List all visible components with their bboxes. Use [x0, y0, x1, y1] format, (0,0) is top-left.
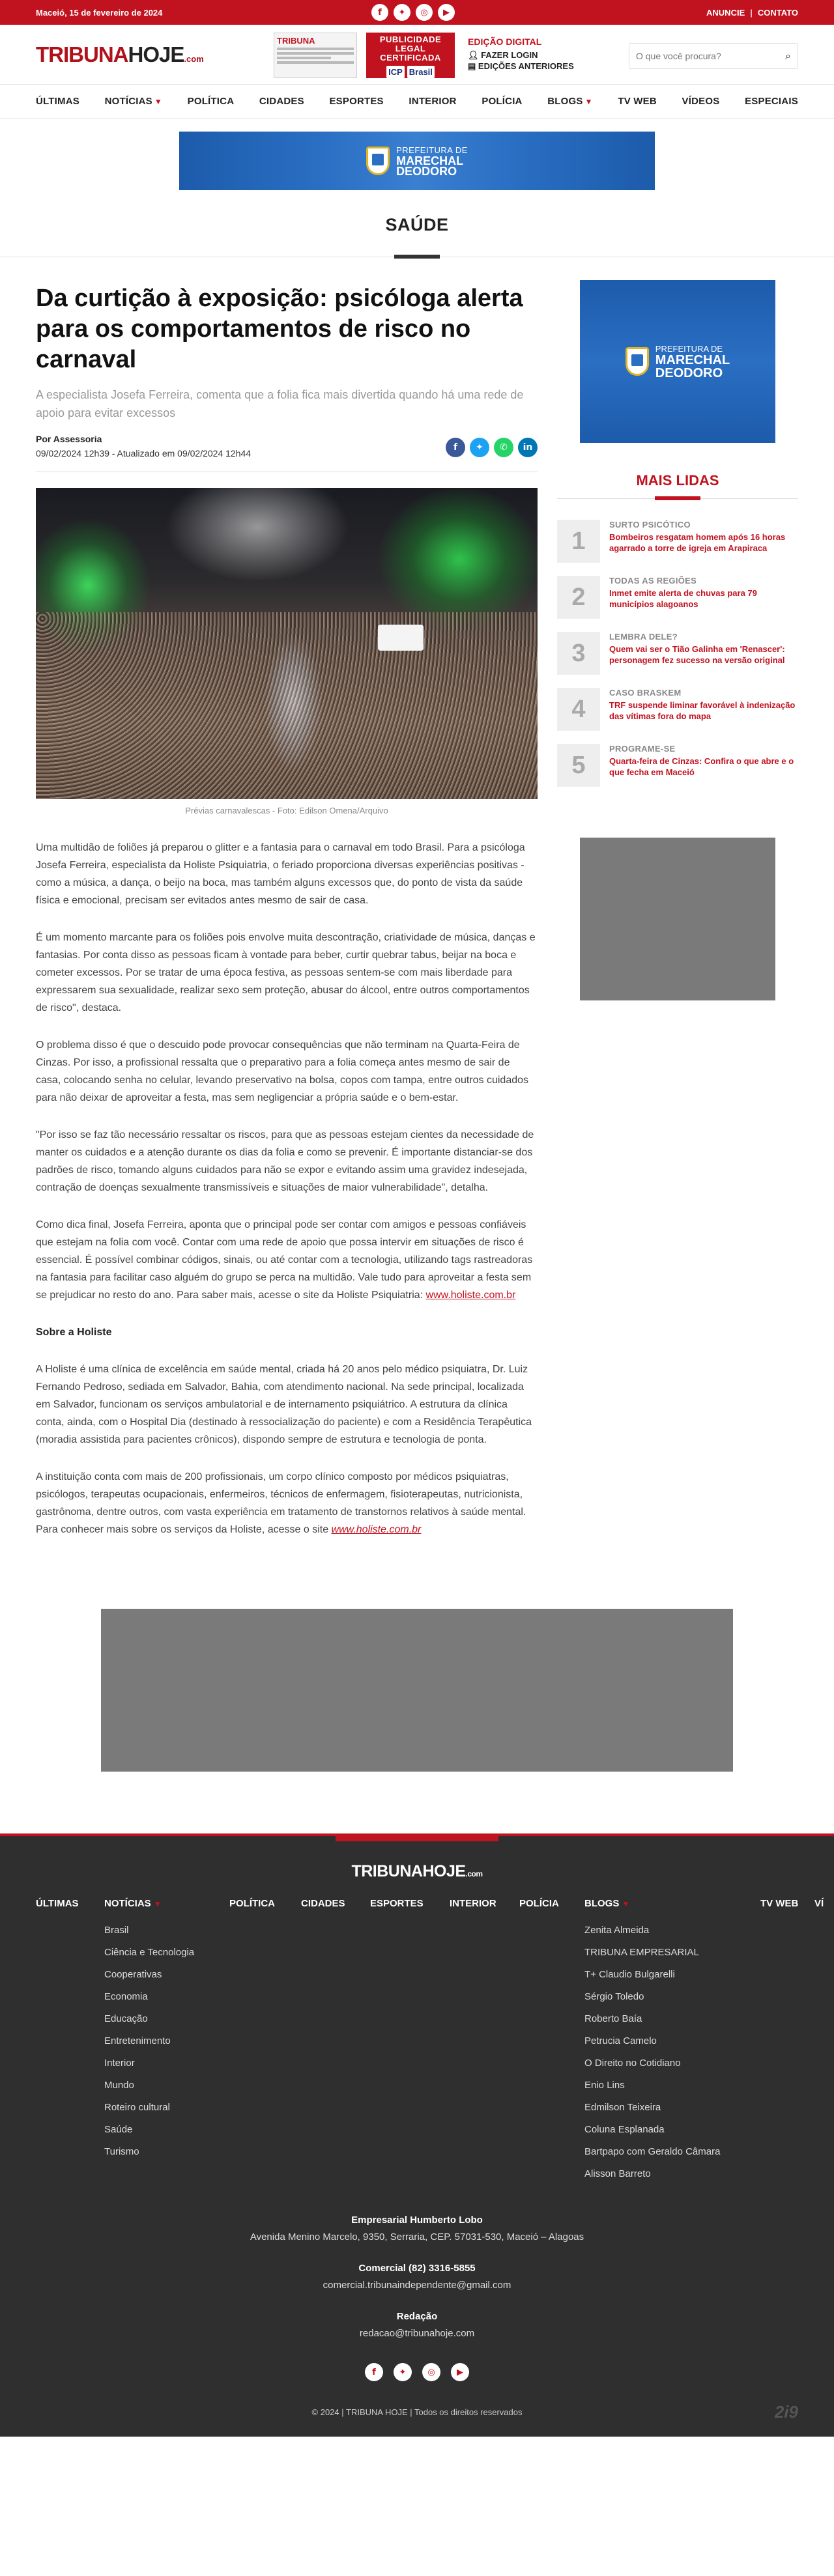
search-box [629, 43, 798, 69]
publicidade-label: PUBLICIDADE LEGAL CERTIFICADA [379, 35, 442, 63]
nav-cidades[interactable]: CIDADES [259, 96, 304, 107]
nav-esportes[interactable]: ESPORTES [329, 96, 384, 107]
submenu-item[interactable]: Ciência e Tecnologia [104, 1947, 195, 1958]
submenu-item[interactable]: Interior [104, 2058, 135, 2069]
footer-nav-interior[interactable]: INTERIOR [450, 1898, 496, 1909]
ad-line1: PREFEITURA DE [655, 343, 723, 354]
footer-nav-noticias[interactable]: NOTÍCIAS ▼ [104, 1898, 162, 1909]
redacao-title: Redação [396, 2311, 438, 2322]
footer-nav-politica[interactable]: POLÍTICA [229, 1898, 275, 1909]
paragraph: A instituição conta com mais de 200 profissionais, um corpo clínico composto por médicos psiquiatras, psicólogos, terapeutas ocupacionais, enfermeiros, técnicos de enfermagem, fisioterapeutas, nutricionista, gastrônoma, dentre outros, com vasta experiência em tratamento de transtornos relativos à saúde mental. Para conhecer mais sobre os serviços da Holiste, acesse o site www.holiste.com.br [36, 1471, 526, 1535]
rank-number: 1 [557, 520, 600, 563]
anuncie-link[interactable]: ANUNCIE [706, 7, 745, 18]
list-item[interactable] [557, 576, 798, 619]
submenu-item[interactable]: Petrucia Camelo [584, 2035, 657, 2046]
subheading: Sobre a Holiste [36, 1327, 112, 1338]
footer-logo[interactable]: TRIBUNAHOJE.com [351, 1862, 483, 1880]
submenu-item[interactable]: O Direito no Cotidiano [584, 2058, 681, 2069]
paragraph: A Holiste é uma clínica de excelência em saúde mental, criada há 20 anos pelo médico psiquiatra, Dr. Luiz Fernando Pedroso, sediada em Salvador, Bahia, com atendimento nacional. Na sede principal, localizada em Salvador, funcionam os serviços ambulatorial e de internamento psiquiátrico. A estrutura da clínica conta, ainda, com o Hospital Dia (destinado à ressocialização do paciente) e com a Residência Terapêutica (moradia assistida para pacientes crônicos), dispondo sempre de estrutura e tecnologia de ponta. [36, 1364, 532, 1445]
chevron-down-icon: ▼ [154, 97, 162, 106]
newspaper-thumbnail[interactable] [274, 33, 357, 78]
submenu-item[interactable]: Economia [104, 1991, 148, 2002]
banner-line3: DEODORO [396, 165, 457, 178]
newspaper-icon: ▤ [468, 61, 478, 71]
article-author: Por Assessoria [36, 434, 102, 444]
section-header [0, 190, 834, 257]
submenu-item[interactable]: Alisson Barreto [584, 2168, 651, 2179]
chevron-down-icon: ▼ [584, 97, 593, 106]
section-title: SAÚDE [385, 215, 449, 234]
share-whatsapp-icon[interactable]: ✆ [494, 438, 513, 457]
submenu-item[interactable]: Zenita Almeida [584, 1925, 650, 1936]
youtube-icon[interactable]: ▶ [451, 2363, 469, 2381]
paragraph: "Por isso se faz tão necessário ressaltar os riscos, para que as pessoas estejam cientes da necessidade de manter os cuidados e a atenção durante os dias da folia e como se prevenir. É importante distanciar-se dos padrões de risco, tomando alguns cuidados para não se expor e evitando assim uma gravidez indesejada, contração de doenças sexualmente transmissíveis e situações de maior vulnerabilidade", detalha. [36, 1129, 534, 1193]
ad-line2: MARECHAL [655, 352, 730, 367]
share-facebook-icon[interactable]: f [446, 438, 465, 457]
article-photo [36, 488, 538, 799]
nav-videos[interactable]: VÍDEOS [682, 96, 720, 107]
noticias-submenu [104, 1919, 194, 2163]
list-item[interactable] [557, 744, 798, 787]
nav-especiais[interactable]: ESPECIAIS [745, 96, 798, 107]
footer-nav-videos[interactable]: VÍ [814, 1898, 824, 1909]
share-linkedin-icon[interactable]: in [518, 438, 538, 457]
footer-nav-ultimas[interactable]: ÚLTIMAS [36, 1898, 79, 1909]
footer-bottom [0, 2402, 834, 2422]
submenu-item[interactable]: T+ Claudio Bulgarelli [584, 1969, 675, 1980]
submenu-item[interactable]: Educação [104, 2013, 148, 2024]
nav-interior[interactable]: INTERIOR [409, 96, 457, 107]
footer-nav-tv-web[interactable]: TV WEB [760, 1898, 799, 1909]
address-title: Empresarial Humberto Lobo [351, 2215, 483, 2226]
item-title: TRF suspende liminar favorável à indenização das vítimas fora do mapa [609, 700, 796, 721]
social-links [371, 4, 455, 21]
site-footer [0, 1833, 834, 2437]
top-links [706, 8, 798, 18]
rank-number: 4 [557, 688, 600, 731]
submenu-item[interactable]: TRIBUNA EMPRESARIAL [584, 1947, 699, 1958]
rank-number: 5 [557, 744, 600, 787]
item-title: Inmet emite alerta de chuvas para 79 municípios alagoanos [609, 588, 757, 609]
top-bar [0, 0, 834, 25]
address: Avenida Menino Marcelo, 9350, Serraria, CEP. 57031-530, Maceió – Alagoas [250, 2231, 584, 2243]
nav-policia[interactable]: POLÍCIA [482, 96, 523, 107]
mais-lidas-header [557, 472, 798, 499]
article-dates: 09/02/2024 12h39 - Atualizado em 09/02/2024 12h44 [36, 448, 252, 459]
sidebar-ad-placeholder[interactable] [580, 838, 775, 1000]
submenu-item[interactable]: Roberto Baía [584, 2013, 642, 2024]
mais-lidas-title: MAIS LIDAS [636, 472, 719, 488]
bottom-ad-placeholder[interactable] [101, 1609, 733, 1772]
chevron-down-icon: ▼ [622, 1899, 630, 1908]
paragraph: Uma multidão de foliões já preparou o glitter e a fantasia para o carnaval em todo Brasil. Para a psicóloga Josefa Ferreira, especialista da Holiste Psiquiatria, o feriado proporciona diversas experiências positivas - como a música, a dança, o beijo na boca, mas também alguns excessos que, do ponto de vista da saúde física e emocional, precisam ser evitados antes mesmo de sair de casa. [36, 842, 525, 906]
nav-politica[interactable]: POLÍTICA [187, 96, 235, 107]
edicoes-anteriores-link[interactable]: ▤ EDIÇÕES ANTERIORES [468, 61, 574, 71]
footer-contact [0, 2212, 834, 2342]
site-header [0, 25, 834, 85]
item-title: Quem vai ser o Tião Galinha em 'Renascer': personagem fez sucesso na versão original [609, 644, 785, 665]
item-category: SURTO PSICÓTICO [609, 520, 691, 530]
fazer-login-link[interactable]: 👤︎ FAZER LOGIN [468, 50, 538, 60]
share-buttons [446, 438, 538, 457]
submenu-item[interactable]: Sérgio Toledo [584, 1991, 644, 2002]
user-icon: 👤︎ [468, 50, 482, 60]
developer-logo[interactable]: 2i9 [774, 2402, 798, 2422]
search-input[interactable] [636, 51, 785, 61]
photo-caption: Prévias carnavalescas - Foto: Edilson Omena/Arquivo [185, 806, 388, 815]
nav-tv-web[interactable]: TV WEB [618, 96, 657, 107]
submenu-item[interactable]: Saúde [104, 2124, 133, 2135]
submenu-item[interactable]: Entretenimento [104, 2035, 171, 2046]
paragraph: O problema disso é que o descuido pode provocar consequências que não terminam na Quarta-Feira de Cinzas. Por isso, a profissional ressalta que o preparativo para a folia começa antes mesmo de sair de casa, colocando senha no celular, levando preservativo na bolsa, copos com tampa, entre outros cuidados para não deixar de aproveitar a festa, mas sem negligenciar a própria saúde e o bem-estar. [36, 1040, 529, 1103]
instagram-icon[interactable]: ◎ [422, 2363, 440, 2381]
comercial-title: Comercial (82) 3316-5855 [358, 2263, 476, 2274]
search-icon[interactable]: ⌕ [785, 50, 791, 62]
publicidade-legal-banner[interactable] [366, 33, 455, 78]
instagram-icon[interactable]: ◎ [416, 4, 433, 21]
submenu-item[interactable]: Cooperativas [104, 1969, 162, 1980]
ad-line3: DEODORO [655, 365, 723, 380]
submenu-item[interactable]: Bartpapo com Geraldo Câmara [584, 2146, 721, 2157]
twitter-icon[interactable]: ✦ [394, 4, 410, 21]
article-title: Da curtição à exposição: psicóloga alerta para os comportamentos de risco no carnaval [36, 285, 523, 373]
article-body [36, 839, 538, 1538]
banner-line1: PREFEITURA DE [396, 145, 468, 155]
submenu-item[interactable]: Brasil [104, 1925, 129, 1936]
submenu-item[interactable]: Edmilson Teixeira [584, 2102, 661, 2113]
footer-nav [0, 1898, 834, 2204]
holiste-link[interactable]: www.holiste.com.br [331, 1524, 422, 1535]
banner-line2: MARECHAL [396, 154, 464, 167]
holiste-link[interactable]: www.holiste.com.br [425, 1290, 516, 1301]
facebook-icon[interactable]: f [371, 4, 388, 21]
submenu-item[interactable]: Turismo [104, 2146, 139, 2157]
mais-lidas-list [557, 520, 798, 787]
item-category: CASO BRASKEM [609, 688, 682, 698]
nav-noticias[interactable]: NOTÍCIAS ▼ [104, 96, 162, 107]
item-category: PROGRAME-SE [609, 744, 676, 754]
sidebar [557, 257, 798, 1538]
copyright: © 2024 | TRIBUNA HOJE | Todos os direitos reservados [311, 2407, 523, 2417]
item-title: Quarta-feira de Cinzas: Confira o que abre e o que fecha em Maceió [609, 756, 794, 777]
prefeitura-banner[interactable] [179, 132, 655, 190]
icp-badge: ICP [386, 66, 405, 78]
submenu-item[interactable]: Roteiro cultural [104, 2102, 170, 2113]
list-item[interactable] [557, 688, 798, 731]
main-nav [0, 85, 834, 119]
paragraph: Como dica final, Josefa Ferreira, aponta que o principal pode ser contar com amigos e pessoas confiáveis que estejam na folia com você. Contar com uma rede de apoio que possa intervir em situações de risco é essencial. É possível combinar códigos, sinais, ou até contar com a tecnologia, utilizando tags rastreadoras na fantasia para facilitar caso alguém do grupo se perca na multidão. Vale tudo para aproveitar a festa sem se prejudicar no resto do ano. Para saber mais, acesse o site da Holiste Psiquiatria: www.holiste.com.br [36, 1219, 533, 1301]
footer-nav-blogs[interactable]: BLOGS ▼ [584, 1898, 630, 1909]
nav-ultimas[interactable]: ÚLTIMAS [36, 96, 79, 107]
current-date: Maceió, 15 de fevereiro de 2024 [36, 7, 163, 18]
item-category: TODAS AS REGIÕES [609, 576, 697, 586]
crest-icon [626, 347, 649, 376]
rank-number: 2 [557, 576, 600, 619]
facebook-icon[interactable]: f [365, 2363, 383, 2381]
nav-blogs[interactable]: BLOGS ▼ [547, 96, 593, 107]
article-lead: A especialista Josefa Ferreira, comenta que a folia fica mais divertida quando há uma rede de apoio para evitar excessos [36, 388, 524, 419]
item-title: Bombeiros resgatam homem após 16 horas agarrado a torre de igreja em Arapiraca [609, 532, 786, 553]
top-ad-wrapper [0, 119, 834, 190]
footer-nav-policia[interactable]: POLÍCIA [519, 1898, 559, 1909]
chevron-down-icon: ▼ [153, 1899, 162, 1908]
main-content [0, 257, 834, 1538]
list-item[interactable] [557, 520, 798, 563]
comercial-email[interactable]: comercial.tribunaindependente@gmail.com [323, 2280, 511, 2291]
rank-number: 3 [557, 632, 600, 675]
footer-accent [336, 1833, 498, 1841]
edicao-digital-title: EDIÇÃO DIGITAL [468, 36, 542, 47]
sidebar-prefeitura-ad[interactable] [580, 280, 775, 443]
item-category: LEMBRA DELE? [609, 632, 678, 642]
paragraph: É um momento marcante para os foliões pois envolve muita descontração, criatividade de música, danças e fantasias. Por conta disso as pessoas ficam à vontade para beber, curtir quebrar tabus, beijar na boca e cometer excessos. Por se tratar de uma época festiva, as pessoas sentem-se com mais liberdade para expressarem sua sexualidade, realizar sexo sem proteção, abusar do álcool, entre outros comportamentos de risco", destaca. [36, 932, 536, 1013]
byline [36, 434, 538, 472]
redacao-email[interactable]: redacao@tribunahoje.com [359, 2328, 475, 2339]
site-logo[interactable]: TRIBUNAHOJE.com [36, 42, 204, 66]
share-twitter-icon[interactable]: ✦ [470, 438, 489, 457]
brasil-badge: Brasil [407, 66, 435, 78]
thumbnail-title: TRIBUNA [277, 36, 315, 46]
article [36, 257, 538, 1538]
youtube-icon[interactable]: ▶ [438, 4, 455, 21]
blogs-submenu [584, 1919, 720, 2185]
footer-social-links [0, 2363, 834, 2381]
twitter-icon[interactable]: ✦ [394, 2363, 412, 2381]
crest-icon [366, 147, 390, 175]
submenu-item[interactable]: Coluna Esplanada [584, 2124, 665, 2135]
submenu-item[interactable]: Enio Lins [584, 2080, 625, 2091]
contato-link[interactable]: CONTATO [757, 7, 798, 18]
edicao-digital [468, 36, 574, 72]
list-item[interactable] [557, 632, 798, 675]
mais-lidas-underline [655, 496, 700, 500]
footer-nav-cidades[interactable]: CIDADES [301, 1898, 345, 1909]
section-underline [394, 255, 440, 259]
submenu-item[interactable]: Mundo [104, 2080, 134, 2091]
divider: | [750, 7, 753, 18]
footer-nav-esportes[interactable]: ESPORTES [370, 1898, 424, 1909]
